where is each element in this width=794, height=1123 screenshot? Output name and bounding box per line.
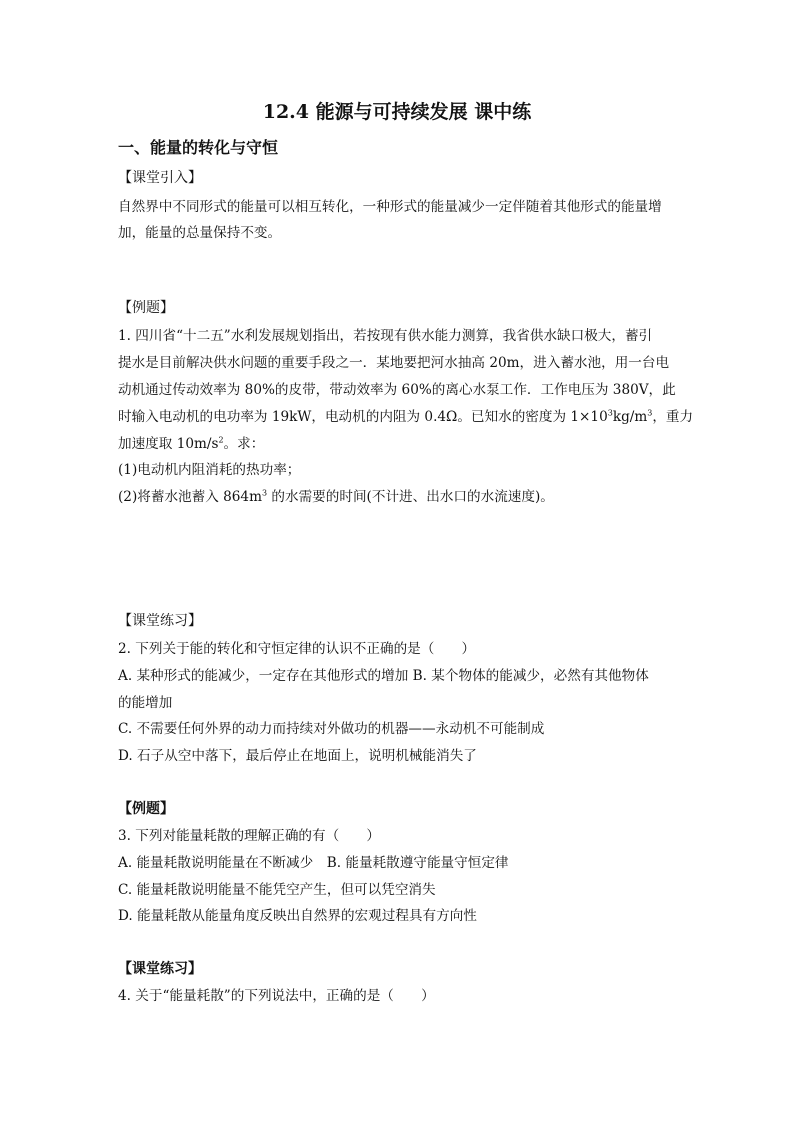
intro-label: 【课堂引入】 [118, 170, 202, 186]
practice-label-1: 【课堂练习】 [118, 613, 202, 629]
question-1-line-5: 加速度取 $10m/s^2$。求： [118, 435, 265, 452]
question-1-line-3: 动机通过传动效率为 80%的皮带，带动效率为 60%的离心水泵工作．工作电压为 380V，此 [118, 382, 676, 398]
question-1-line-1: 1. 四川省“十二五”水利发展规划指出，若按现有供水能力测算，我省供水缺口极大，蓄引 [118, 328, 653, 344]
section-heading-energy-conversion: 一、能量的转化与守恒 [118, 138, 279, 157]
page-title: 12.4 能源与可持续发展 课中练 [262, 101, 532, 123]
question-3-option-d: D. 能量耗散从能量角度反映出自然界的宏观过程具有方向性 [118, 908, 477, 924]
example-label-1: 【例题】 [118, 300, 174, 316]
practice-label-2: 【课堂练习】 [118, 961, 202, 977]
question-2-option-d: D. 石子从空中落下，最后停止在地面上，说明机械能消失了 [118, 748, 477, 764]
question-1-sub-2: (2)将蓄水池蓄入 $864m^3$ 的水需要的时间(不计进、出水口的水流速度)。 [118, 488, 554, 505]
question-4-stem: 4. 关于“能量耗散”的下列说法中，正确的是（ ） [118, 988, 435, 1004]
intro-text-line-1: 自然界中不同形式的能量可以相互转化，一种形式的能量减少一定伴随着其他形式的能量增 [118, 199, 662, 215]
question-3-stem: 3. 下列对能量耗散的理解正确的有（ ） [118, 828, 380, 844]
question-1-line-2: 提水是目前解决供水问题的重要手段之一．某地要把河水抽高 20m，进入蓄水池，用一台电 [118, 355, 670, 371]
question-2-option-ab-line-1: A. 某种形式的能减少，一定存在其他形式的增加 B. 某个物体的能减少，必然有其他物体 [118, 668, 649, 684]
question-2-stem: 2. 下列关于能的转化和守恒定律的认识不正确的是（ ） [118, 641, 476, 657]
question-2-option-c: C. 不需要任何外界的动力而持续对外做功的机器——永动机不可能制成 [118, 721, 545, 737]
question-2-option-ab-line-2: 的能增加 [118, 695, 173, 711]
question-3-option-ab: A. 能量耗散说明能量在不断减少 B. 能量耗散遵守能量守恒定律 [118, 855, 509, 871]
example-label-2: 【例题】 [118, 801, 174, 817]
intro-text-line-2: 加，能量的总量保持不变。 [118, 225, 282, 241]
question-1-line-4: 时输入电动机的电功率为 19kW，电动机的内阻为 0.4Ω。已知水的密度为 $1\times 10^3kg/m^3$，重力 [118, 408, 694, 425]
question-1-sub-1: (1)电动机内阻消耗的热功率； [118, 462, 301, 478]
question-3-option-c: C. 能量耗散说明能量不能凭空产生，但可以凭空消失 [118, 882, 436, 898]
